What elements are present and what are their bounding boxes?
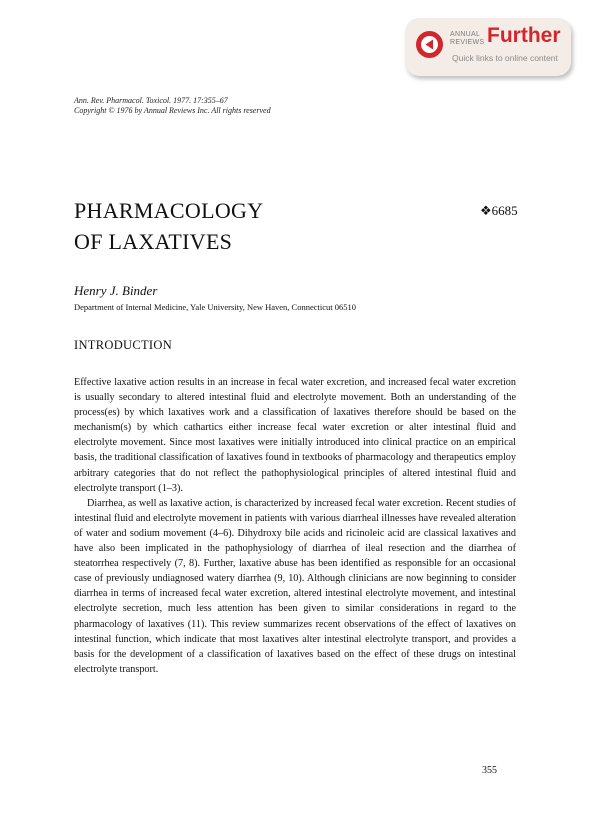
article-title [74,195,263,257]
play-triangle-icon [416,31,443,58]
badge-annual-label: ANNUAL [450,31,481,38]
article-body [74,375,516,677]
page-number: 355 [482,765,497,776]
copyright-line: Copyright © 1976 by Annual Reviews Inc. All rights reserved [74,106,271,115]
paragraph: Effective laxative action results in an increase in fecal water excretion, and increased fecal water excretion is usually secondary to altered intestinal fluid and electrolyte movement. Both an understanding of the process(es) by which laxatives work and a classification of laxatives therefore should be based on the mechanism(s) by which cathartics either increase fecal water excretion or alter intestinal fluid and electrolyte movement. Since most laxatives were initially introduced into clinical practice on an empirical basis, the traditional classification of laxatives found in textbooks of pharmacology and therapeutics employ arbitrary categories that do not reflect the pathophysiological principles of altered intestinal fluid and electrolyte transport (1–3). [74,377,516,494]
badge-tagline: Quick links to online content [452,53,558,63]
title-line-1: PHARMACOLOGY [74,198,264,223]
badge-reviews-label: REVIEWS [450,39,485,46]
further-links-badge[interactable] [405,18,571,76]
citation-line: Ann. Rev. Pharmacol. Toxicol. 1977. 17:355–67 [74,96,228,105]
author-affiliation: Department of Internal Medicine, Yale University, New Haven, Connecticut 06510 [74,302,356,312]
author-name: Henry J. Binder [74,283,158,298]
journal-citation [74,96,271,116]
title-line-2: OF LAXATIVES [74,229,233,254]
section-heading: INTRODUCTION [74,338,173,352]
badge-further-label: Further [487,24,561,47]
paragraph: Diarrhea, as well as laxative action, is characterized by increased fecal water excretion. Recent studies of intestinal fluid and electrolyte movement in patients with various diarrheal illnesses have revealed alteration of water and sodium movement (4–6). Dihydroxy bile acids and ricinoleic acid are classical laxatives and have also been implicated in the pathophysiology of diarrhea of ileal resection and the diarrhea of steatorrhea respectively (7, 8). Further, laxative abuse has been identified as responsible for an occasional case of previously undiagnosed watery diarrhea (9, 10). Although clinicians are now beginning to consider diarrhea in terms of increased fecal water excretion, altered intestinal electrolyte movement, and intestinal electrolyte secretion, much less attention has been given to similar considerations in regard to the pharmacology of laxatives (11). This review summarizes recent observations of the effect of laxatives on intestinal function, which indicate that most laxatives alter intestinal electrolyte transport, and provides a basis for the development of a classification of laxatives based on the effect of these drugs on intestinal electrolyte transport. [74,497,516,675]
article-code: ❖6685 [480,203,518,218]
